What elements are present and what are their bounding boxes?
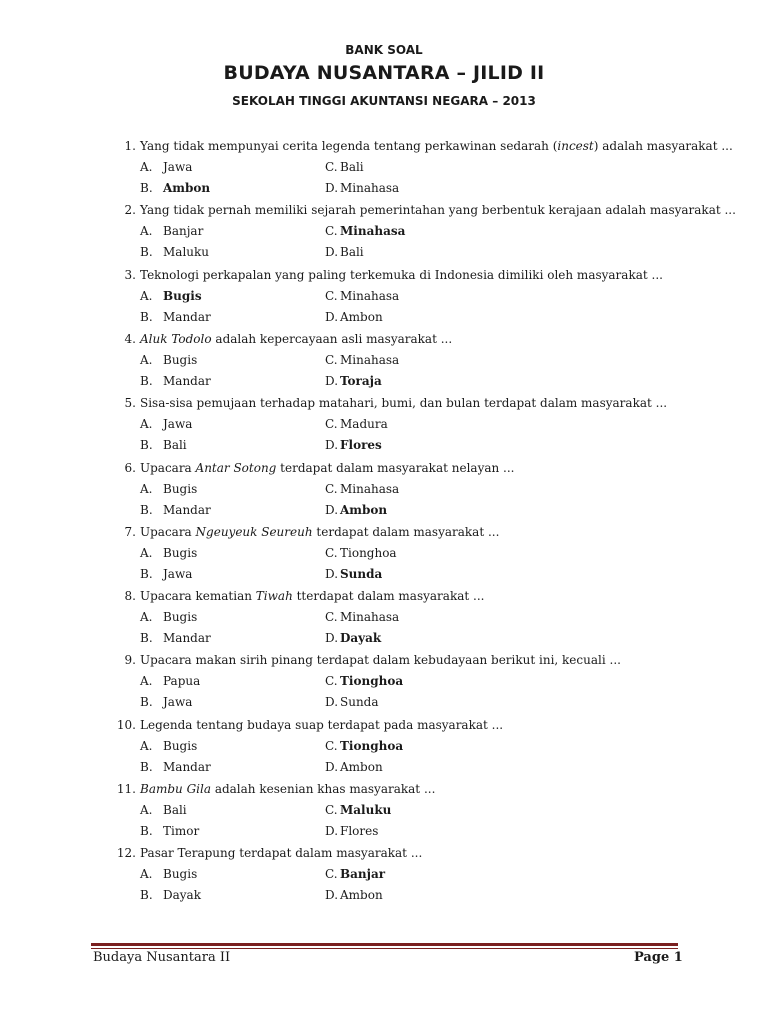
question-number: 6.	[124, 461, 136, 475]
question-stem	[140, 718, 503, 732]
option-d-answer: Ambon	[340, 503, 388, 517]
option-label-b: B.	[140, 181, 153, 195]
question-stem-text: Upacara makan sirih pinang terdapat dalam kebudayaan berikut ini, kecuali ...	[140, 653, 621, 667]
question-item	[0, 653, 768, 717]
question-stem	[140, 461, 514, 475]
option-b-answer: Ambon	[163, 181, 211, 195]
question-stem-italic: Antar Sotong	[195, 461, 277, 475]
option-b-answer: Mandar	[163, 503, 211, 517]
option-a-answer: Bugis	[163, 546, 198, 560]
option-label-c: C.	[325, 224, 338, 238]
option-label-b: B.	[140, 567, 153, 581]
question-stem-italic: incest	[557, 139, 594, 153]
question-stem-text: Sisa-sisa pemujaan terhadap matahari, bumi, dan bulan terdapat dalam masyarakat ...	[140, 396, 668, 410]
option-label-c: C.	[325, 417, 338, 431]
question-number: 5.	[124, 396, 136, 410]
option-a-answer: Banjar	[163, 224, 204, 238]
question-number: 11.	[116, 782, 136, 796]
option-label-a: A.	[140, 224, 153, 238]
question-stem	[140, 332, 452, 346]
option-a-answer: Bugis	[163, 867, 198, 881]
option-label-b: B.	[140, 310, 153, 324]
question-stem	[140, 653, 621, 667]
question-stem-text: Upacara kematian	[140, 589, 256, 603]
option-label-c: C.	[325, 482, 338, 496]
option-b-answer: Bali	[163, 438, 187, 452]
question-stem-text: Yang tidak mempunyai cerita legenda tentang perkawinan sedarah (	[140, 139, 558, 153]
option-d-answer: Ambon	[340, 888, 383, 902]
option-c-answer: Maluku	[340, 803, 392, 817]
question-number: 1.	[124, 139, 136, 153]
option-a-answer: Bugis	[163, 739, 198, 753]
option-d-answer: Ambon	[340, 760, 383, 774]
option-b-answer: Mandar	[163, 760, 211, 774]
option-label-b: B.	[140, 695, 153, 709]
question-stem-text: terdapat dalam masyarakat ...	[312, 525, 500, 539]
question-item	[0, 139, 768, 203]
option-b-answer: Mandar	[163, 310, 211, 324]
option-b-answer: Jawa	[163, 567, 193, 581]
option-label-c: C.	[325, 739, 338, 753]
question-stem-text: adalah kepercayaan asli masyarakat ...	[211, 332, 453, 346]
question-stem-text: Legenda tentang budaya suap terdapat pada masyarakat ...	[140, 718, 504, 732]
page-number: Page 1	[634, 950, 683, 965]
option-a-answer: Bugis	[163, 289, 202, 303]
option-c-answer: Minahasa	[340, 482, 400, 496]
document-label: BANK SOAL	[345, 43, 423, 57]
question-item	[0, 461, 768, 525]
question-item	[0, 525, 768, 589]
option-label-a: A.	[140, 739, 153, 753]
option-d-answer: Sunda	[340, 695, 379, 709]
question-item	[0, 396, 768, 460]
question-stem-italic: Ngeuyeuk Seureuh	[195, 525, 313, 539]
option-c-answer: Bali	[340, 160, 364, 174]
question-stem-italic: Tiwah	[255, 589, 293, 603]
option-a-answer: Bugis	[163, 610, 198, 624]
option-label-b: B.	[140, 631, 153, 645]
option-label-d: D.	[325, 567, 339, 581]
option-label-c: C.	[325, 353, 338, 367]
option-a-answer: Jawa	[163, 160, 193, 174]
option-label-a: A.	[140, 417, 153, 431]
question-item	[0, 332, 768, 396]
question-number: 2.	[124, 203, 136, 217]
document-subtitle: SEKOLAH TINGGI AKUNTANSI NEGARA – 2013	[232, 94, 536, 108]
option-label-c: C.	[325, 546, 338, 560]
option-a-answer: Bugis	[163, 353, 198, 367]
option-label-c: C.	[325, 160, 338, 174]
option-a-answer: Jawa	[163, 417, 193, 431]
option-c-answer: Banjar	[340, 867, 386, 881]
option-label-c: C.	[325, 289, 338, 303]
question-stem	[140, 268, 663, 282]
option-label-b: B.	[140, 503, 153, 517]
option-label-c: C.	[325, 867, 338, 881]
option-d-answer: Bali	[340, 245, 364, 259]
question-stem	[140, 203, 736, 217]
question-stem	[140, 589, 484, 603]
question-stem-text: Upacara	[140, 525, 196, 539]
option-label-b: B.	[140, 888, 153, 902]
question-number: 10.	[116, 718, 136, 732]
footer-title: Budaya Nusantara II	[93, 950, 231, 965]
option-c-answer: Tionghoa	[340, 546, 397, 560]
option-d-answer: Flores	[340, 824, 379, 838]
option-label-a: A.	[140, 674, 153, 688]
option-b-answer: Dayak	[163, 888, 201, 902]
option-label-a: A.	[140, 610, 153, 624]
question-stem-text: adalah kesenian khas masyarakat ...	[211, 782, 436, 796]
option-label-a: A.	[140, 803, 153, 817]
question-number: 12.	[116, 846, 136, 860]
option-c-answer: Minahasa	[340, 353, 400, 367]
question-stem-text: ) adalah masyarakat ...	[593, 139, 733, 153]
option-label-d: D.	[325, 374, 339, 388]
question-number: 7.	[124, 525, 136, 539]
option-label-c: C.	[325, 610, 338, 624]
option-label-a: A.	[140, 867, 153, 881]
question-stem	[140, 782, 435, 796]
option-a-answer: Bali	[163, 803, 187, 817]
option-label-d: D.	[325, 245, 339, 259]
option-c-answer: Tionghoa	[340, 674, 404, 688]
question-stem	[140, 396, 667, 410]
question-number: 9.	[124, 653, 136, 667]
question-item	[0, 268, 768, 332]
question-stem-text: Upacara	[140, 461, 196, 475]
question-stem-italic: Aluk Todolo	[140, 332, 212, 346]
option-label-a: A.	[140, 482, 153, 496]
option-d-answer: Toraja	[340, 374, 382, 388]
option-b-answer: Mandar	[163, 631, 211, 645]
option-a-answer: Papua	[163, 674, 201, 688]
question-item	[0, 203, 768, 267]
option-label-a: A.	[140, 353, 153, 367]
option-label-d: D.	[325, 824, 339, 838]
option-b-answer: Jawa	[163, 695, 193, 709]
option-c-answer: Minahasa	[340, 610, 400, 624]
document-title: BUDAYA NUSANTARA – JILID II	[223, 62, 545, 84]
option-d-answer: Minahasa	[340, 181, 400, 195]
question-stem	[140, 846, 422, 860]
footer-rule	[91, 943, 678, 946]
question-stem-text: Teknologi perkapalan yang paling terkemuka di Indonesia dimiliki oleh masyarakat ...	[140, 268, 663, 282]
question-item	[0, 589, 768, 653]
option-label-b: B.	[140, 245, 153, 259]
option-label-d: D.	[325, 631, 339, 645]
option-label-d: D.	[325, 438, 339, 452]
option-b-answer: Timor	[163, 824, 200, 838]
option-d-answer: Ambon	[340, 310, 383, 324]
option-label-b: B.	[140, 374, 153, 388]
question-stem-text: terdapat dalam masyarakat nelayan ...	[276, 461, 515, 475]
option-label-a: A.	[140, 160, 153, 174]
question-stem	[140, 139, 733, 153]
option-label-b: B.	[140, 438, 153, 452]
question-stem-italic: Bambu Gila	[140, 782, 211, 796]
option-c-answer: Tionghoa	[340, 739, 404, 753]
option-b-answer: Maluku	[163, 245, 210, 259]
option-d-answer: Sunda	[340, 567, 383, 581]
question-item	[0, 718, 768, 782]
option-c-answer: Madura	[340, 417, 388, 431]
option-d-answer: Dayak	[340, 631, 382, 645]
option-label-d: D.	[325, 310, 339, 324]
option-label-d: D.	[325, 695, 339, 709]
question-number: 8.	[124, 589, 136, 603]
question-stem-text: tterdapat dalam masyarakat ...	[292, 589, 485, 603]
option-d-answer: Flores	[340, 438, 382, 452]
question-number: 4.	[124, 332, 136, 346]
option-label-a: A.	[140, 546, 153, 560]
option-label-d: D.	[325, 760, 339, 774]
option-label-c: C.	[325, 803, 338, 817]
footer-rule-thin	[91, 948, 678, 949]
option-label-d: D.	[325, 888, 339, 902]
option-c-answer: Minahasa	[340, 224, 406, 238]
option-label-b: B.	[140, 760, 153, 774]
option-a-answer: Bugis	[163, 482, 198, 496]
question-number: 3.	[124, 268, 136, 282]
question-stem-text: Yang tidak pernah memiliki sejarah pemerintahan yang berbentuk kerajaan adalah masyarakat ...	[140, 203, 736, 217]
option-label-d: D.	[325, 503, 339, 517]
option-label-b: B.	[140, 824, 153, 838]
option-b-answer: Mandar	[163, 374, 211, 388]
option-c-answer: Minahasa	[340, 289, 400, 303]
question-stem	[140, 525, 499, 539]
question-item	[0, 782, 768, 846]
option-label-a: A.	[140, 289, 153, 303]
option-label-d: D.	[325, 181, 339, 195]
question-item	[0, 846, 768, 910]
option-label-c: C.	[325, 674, 338, 688]
question-stem-text: Pasar Terapung terdapat dalam masyarakat ...	[140, 846, 423, 860]
